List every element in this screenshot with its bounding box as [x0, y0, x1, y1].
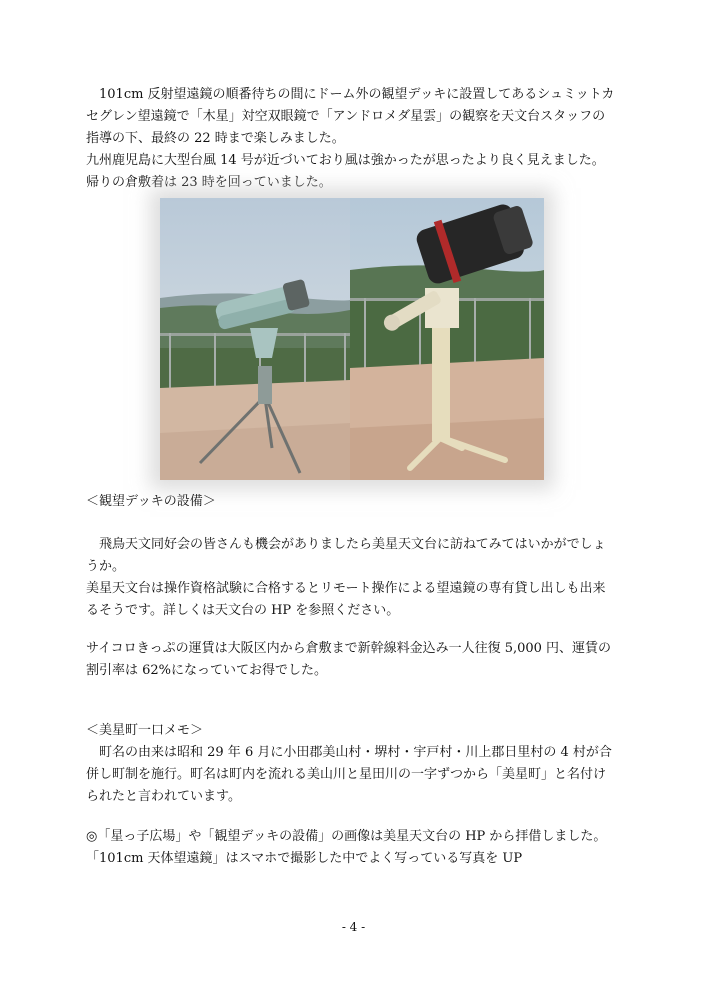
- para1-line5: 帰りの倉敷着は 23 時を回っていました。: [86, 175, 332, 190]
- para1-line1: 101cm 反射望遠鏡の順番待ちの間にドーム外の観望デッキに設置してあるシュミットカ: [86, 87, 615, 102]
- para2-line2: うか。: [86, 559, 126, 574]
- para1-line3: 指導の下、最終の 22 時まで楽しみました。: [86, 131, 345, 146]
- photo-caption: ＜観望デッキの設備＞: [86, 494, 216, 509]
- memo-line3: られたと言われています。: [86, 789, 241, 804]
- para1-line2: セグレン望遠鏡で「木星」対空双眼鏡で「アンドロメダ星雲」の観察を天文台スタッフの: [86, 109, 606, 124]
- notes-line2: 「101cm 天体望遠鏡」はスマホで撮影した中でよく写っている写真を UP: [86, 851, 523, 866]
- para1-line4: 九州鹿児島に大型台風 14 号が近づいており風は強かったが思ったより良く見えました。: [86, 153, 605, 168]
- memo-heading: ＜美星町一口メモ＞: [86, 723, 204, 738]
- para3-line1: サイコロきっぷの運賃は大阪区内から倉敷まで新幹線料金込み一人往復 5,000 円、運賃の: [86, 641, 612, 656]
- memo-line1: 町名の由来は昭和 29 年 6 月に小田郡美山村・堺村・宇戸村・川上郡日里村の 4 村が合: [86, 745, 612, 760]
- memo-line2: 併し町制を施行。町名は町内を流れる美山川と星田川の一字ずつから「美星町」と名付け: [86, 767, 607, 782]
- photo-collage: [160, 198, 544, 480]
- page-number: - 4 -: [341, 920, 366, 934]
- schmidt-cassegrain-telescope-photo: [350, 198, 544, 480]
- para2-line4: るそうです。詳しくは天文台の HP を参照ください。: [86, 603, 400, 618]
- notes-line1: ◎「星っ子広場」や「観望デッキの設備」の画像は美星天文台の HP から拝借しました。: [86, 829, 607, 844]
- para3-line2: 割引率は 62%になっていてお得でした。: [86, 663, 328, 678]
- para2-line3: 美星天文台は操作資格試験に合格するとリモート操作による望遠鏡の専有貸し出しも出来: [86, 581, 606, 596]
- para2-line1: 飛鳥天文同好会の皆さんも機会がありましたら美星天文台に訪ねてみてはいかがでしょ: [86, 537, 606, 552]
- binocular-telescope-photo: [160, 198, 350, 480]
